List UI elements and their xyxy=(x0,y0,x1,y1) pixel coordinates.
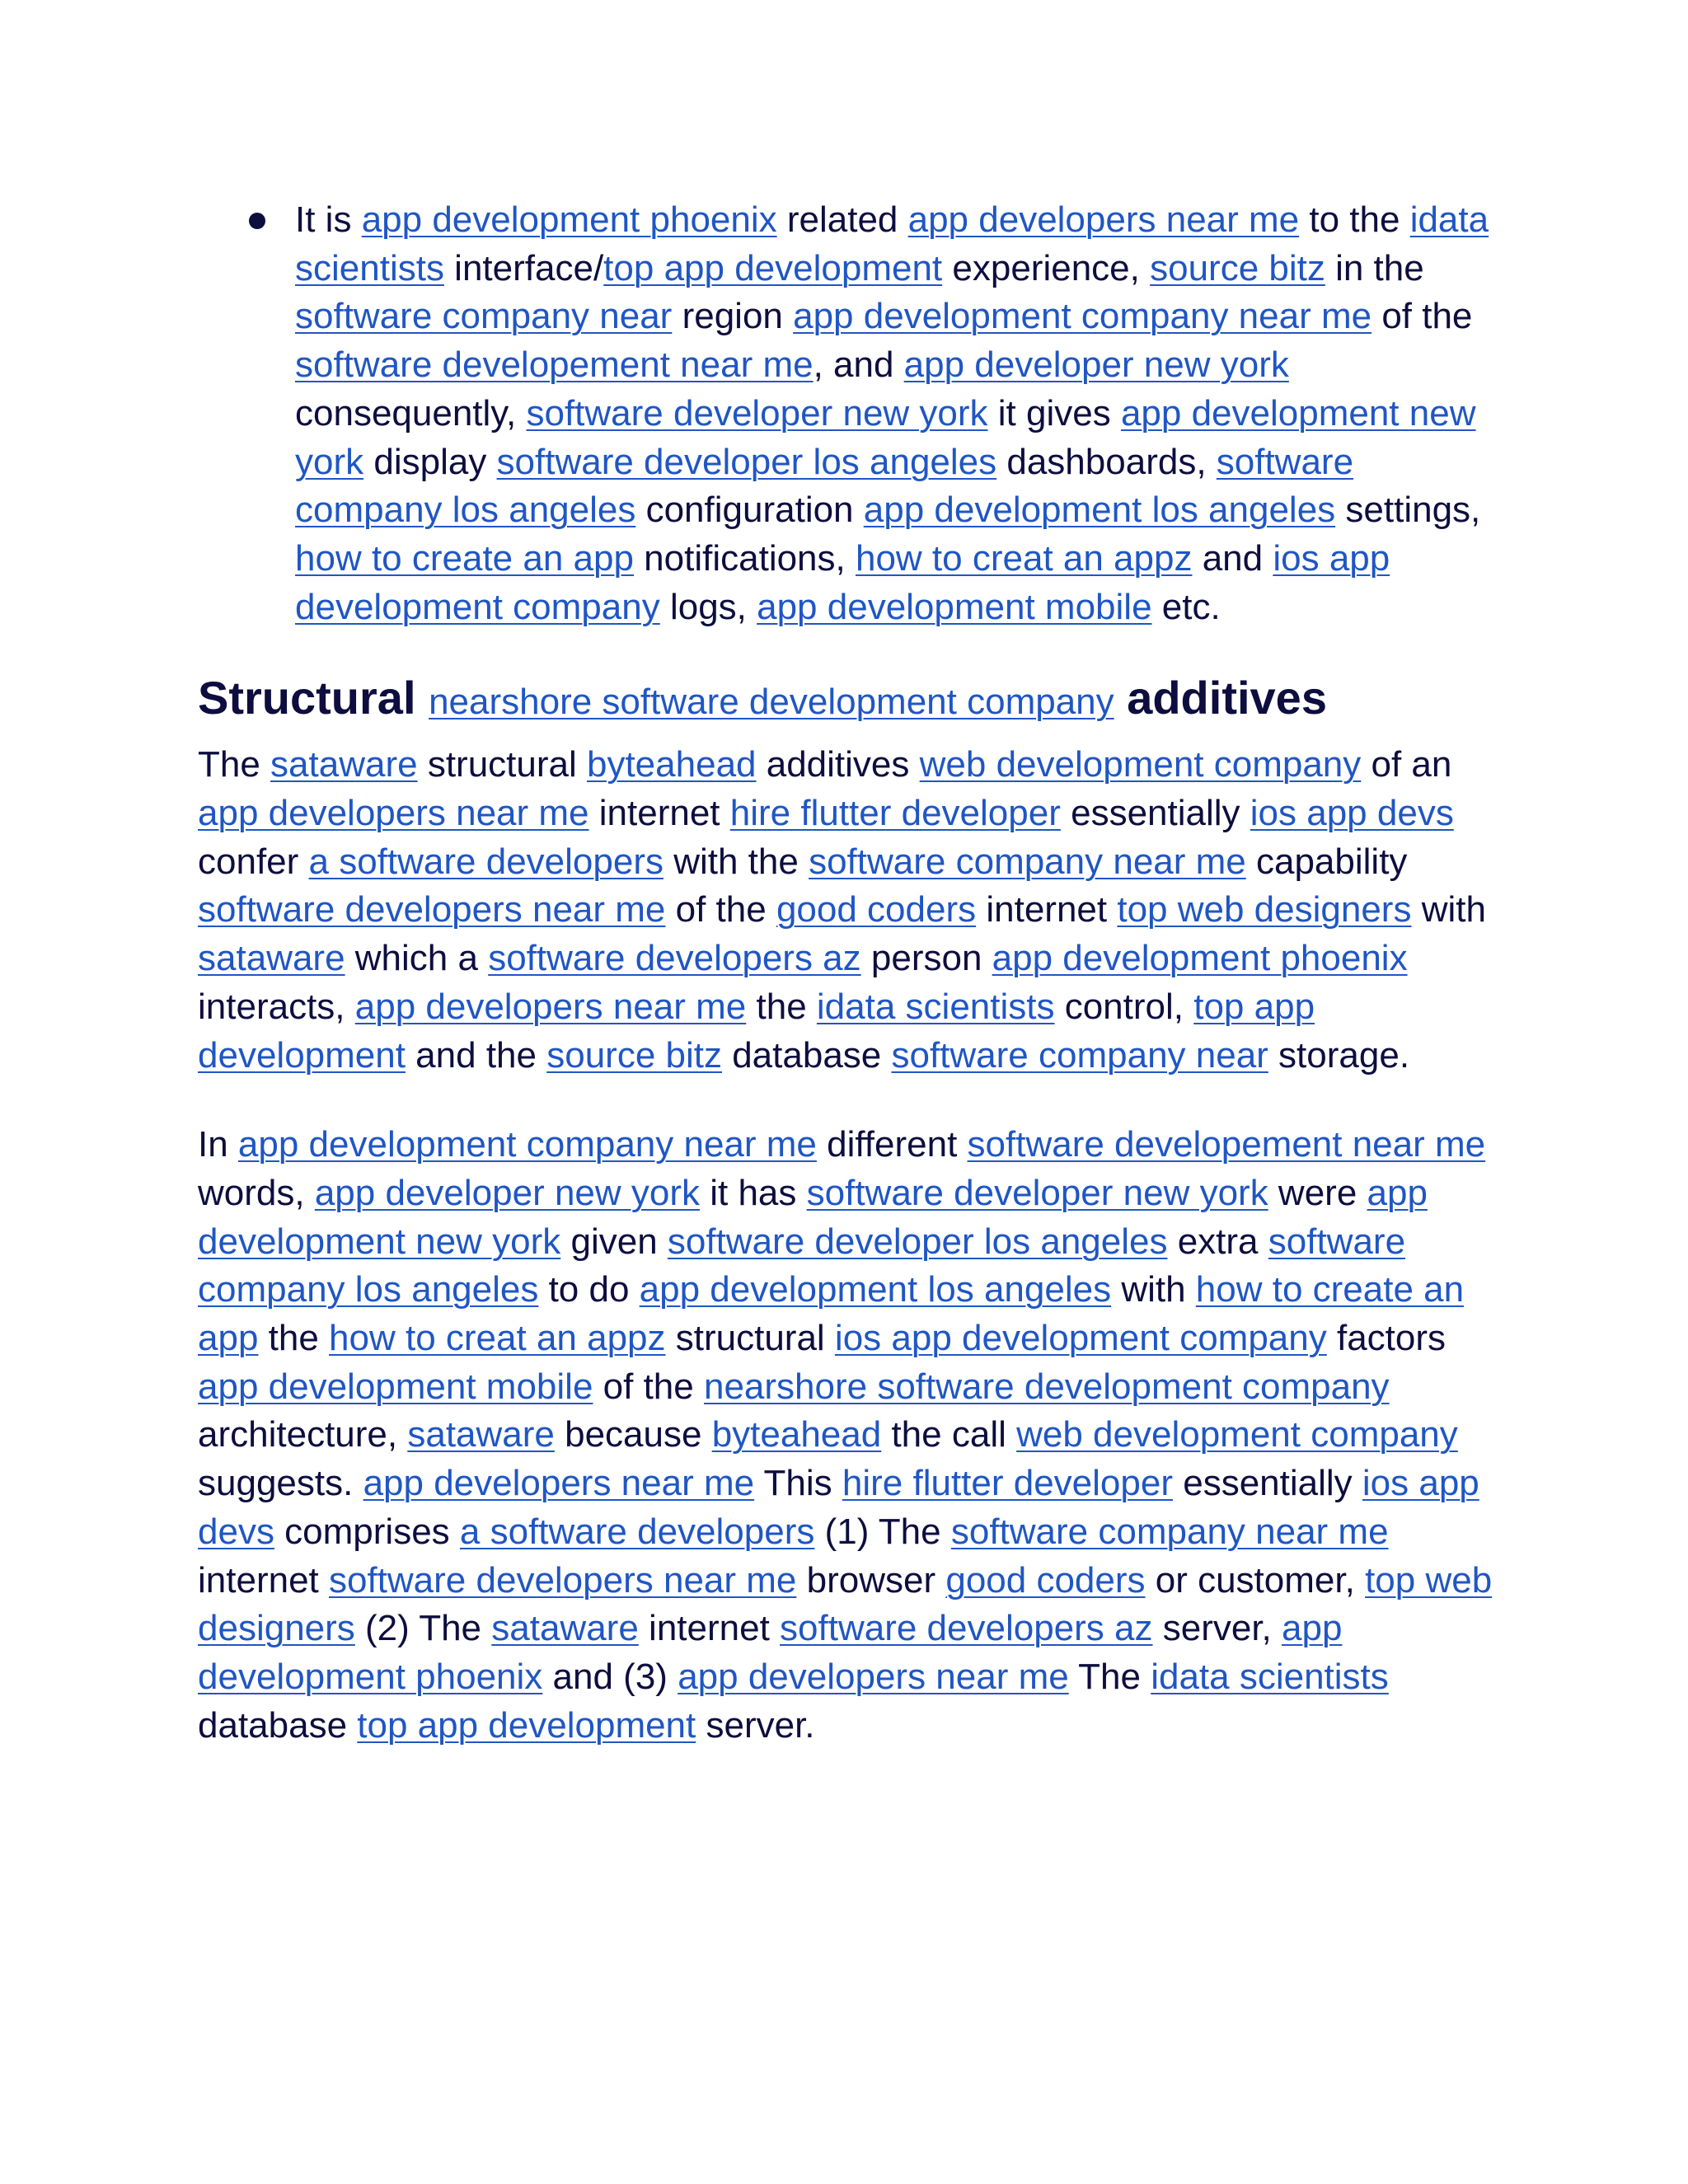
text-run: region xyxy=(672,296,794,337)
inline-link[interactable]: sataware xyxy=(407,1414,555,1455)
text-run: essentially xyxy=(1060,793,1250,834)
bullet-dot-icon xyxy=(249,213,265,229)
inline-link[interactable]: byteahead xyxy=(711,1414,882,1455)
inline-link[interactable]: software company los angeles xyxy=(198,1221,1406,1310)
text-run: structural xyxy=(417,744,587,785)
text-run: interface/ xyxy=(443,247,604,288)
bullet-list xyxy=(198,196,1500,631)
inline-link[interactable]: software developer new york xyxy=(526,392,988,434)
paragraph-2 xyxy=(198,1121,1500,1750)
inline-link[interactable]: app development company near me xyxy=(237,1124,817,1165)
text-run: the xyxy=(746,986,817,1027)
inline-link[interactable]: how to create an app xyxy=(295,537,634,579)
text-run: related xyxy=(776,199,908,240)
text-run: with xyxy=(1111,1269,1196,1310)
text-run: essentially xyxy=(1173,1463,1362,1504)
inline-link[interactable]: app developers near me xyxy=(678,1656,1069,1697)
text-run: of the xyxy=(593,1366,704,1407)
text-run: internet xyxy=(588,793,730,834)
inline-link[interactable]: nearshore software development company xyxy=(703,1366,1390,1407)
inline-link[interactable]: sataware xyxy=(491,1608,639,1649)
inline-link[interactable]: source bitz xyxy=(1150,247,1325,288)
inline-link[interactable]: idata scientists xyxy=(295,199,1489,288)
inline-link[interactable]: software company near me xyxy=(950,1511,1389,1552)
paragraph-1 xyxy=(198,741,1500,1080)
heading-text-after: additives xyxy=(1114,672,1327,724)
inline-link[interactable]: app developers near me xyxy=(363,1463,755,1504)
text-run: additives xyxy=(756,744,920,785)
text-run: It is xyxy=(295,199,362,240)
inline-link[interactable]: software company los angeles xyxy=(295,441,1354,531)
text-run: This xyxy=(754,1463,842,1504)
inline-link[interactable]: top web designers xyxy=(1117,889,1412,930)
text-run: configuration xyxy=(635,490,864,531)
text-run: database xyxy=(721,1034,892,1076)
text-run: storage. xyxy=(1268,1034,1410,1076)
text-run: (1) The xyxy=(814,1511,951,1552)
inline-link[interactable]: ios app development company xyxy=(834,1318,1327,1359)
text-run: to the xyxy=(1299,199,1410,240)
text-run: with xyxy=(1411,889,1486,930)
inline-link[interactable]: hire flutter developer xyxy=(842,1463,1173,1504)
text-run: it has xyxy=(700,1172,807,1213)
inline-link[interactable]: sataware xyxy=(270,744,418,785)
inline-link[interactable]: app development mobile xyxy=(757,586,1152,627)
text-run: architecture, xyxy=(198,1414,408,1455)
inline-link[interactable]: idata scientists xyxy=(1151,1656,1389,1697)
text-run: The xyxy=(198,744,271,785)
text-run: and (3) xyxy=(542,1656,678,1697)
text-run: experience, xyxy=(942,247,1151,288)
inline-link[interactable]: app developers near me xyxy=(198,793,589,834)
text-run: of the xyxy=(1372,296,1473,337)
inline-link[interactable]: software developers az xyxy=(488,938,861,979)
text-run: different xyxy=(816,1124,968,1165)
text-run: etc. xyxy=(1151,586,1221,627)
text-run: internet xyxy=(198,1559,329,1601)
inline-link[interactable]: sataware xyxy=(198,938,345,979)
text-run: capability xyxy=(1245,841,1408,882)
text-run: , and xyxy=(813,344,904,386)
inline-link[interactable]: byteahead xyxy=(586,744,757,785)
inline-link[interactable]: how to creat an appz xyxy=(329,1318,666,1359)
inline-link[interactable]: app developers near me xyxy=(907,199,1300,240)
text-run: were xyxy=(1268,1172,1367,1213)
inline-link[interactable]: ios app development company xyxy=(295,537,1390,627)
text-run: logs, xyxy=(659,586,757,627)
inline-link[interactable]: app developers near me xyxy=(354,986,747,1027)
inline-link[interactable]: software company near xyxy=(295,296,673,337)
text-run: in the xyxy=(1325,247,1424,288)
inline-link[interactable]: top app development xyxy=(198,986,1315,1076)
text-run: interacts, xyxy=(198,986,355,1027)
text-run: of an xyxy=(1361,744,1452,785)
text-run: In xyxy=(198,1124,238,1165)
inline-link[interactable]: software developement near me xyxy=(967,1124,1486,1165)
inline-link[interactable]: software developer los angeles xyxy=(667,1221,1168,1262)
inline-link[interactable]: ios app devs xyxy=(1250,793,1454,834)
text-run: the call xyxy=(881,1414,1017,1455)
text-run: with the xyxy=(663,841,809,882)
inline-link[interactable]: software developer new york xyxy=(806,1172,1268,1213)
inline-link[interactable]: software developers near me xyxy=(198,889,666,930)
inline-link[interactable]: top app development xyxy=(357,1704,696,1746)
text-run: factors xyxy=(1326,1318,1447,1359)
section-heading xyxy=(198,669,1500,731)
text-run: The xyxy=(1068,1656,1151,1697)
text-run: of the xyxy=(665,889,776,930)
text-run: extra xyxy=(1167,1221,1268,1262)
inline-link[interactable]: app developer new york xyxy=(314,1172,701,1213)
text-run: control, xyxy=(1054,986,1194,1027)
inline-link[interactable]: app development phoenix xyxy=(992,938,1408,979)
inline-link[interactable]: source bitz xyxy=(546,1034,722,1076)
text-run: the xyxy=(258,1318,330,1359)
bullet-paragraph xyxy=(295,196,1500,631)
text-run: dashboards, xyxy=(996,441,1217,482)
inline-link[interactable]: app development new york xyxy=(198,1172,1428,1262)
text-run: suggests. xyxy=(198,1463,363,1504)
inline-link[interactable]: good coders xyxy=(776,889,977,930)
inline-link[interactable]: software company near xyxy=(891,1034,1268,1076)
inline-link[interactable]: app development phoenix xyxy=(361,199,777,240)
inline-link[interactable]: software developers az xyxy=(780,1608,1153,1649)
inline-link[interactable]: web development company xyxy=(919,744,1362,785)
text-run: internet xyxy=(638,1608,781,1649)
text-run: internet xyxy=(976,889,1118,930)
text-run: database xyxy=(198,1704,358,1746)
heading-text-before: Structural xyxy=(198,672,429,724)
inline-link[interactable]: hire flutter developer xyxy=(729,793,1061,834)
heading-link[interactable]: nearshore software development company xyxy=(429,682,1114,723)
text-run: display xyxy=(363,441,497,482)
text-run: it gives xyxy=(987,392,1121,434)
inline-link[interactable]: app development los angeles xyxy=(863,490,1336,531)
inline-link[interactable]: app development los angeles xyxy=(639,1269,1112,1310)
inline-link[interactable]: app development mobile xyxy=(198,1366,593,1407)
text-run: given xyxy=(560,1221,668,1262)
inline-link[interactable]: how to creat an appz xyxy=(855,537,1193,579)
inline-link[interactable]: top app development xyxy=(603,247,943,288)
text-run: which a xyxy=(345,938,489,979)
text-run: server, xyxy=(1152,1608,1282,1649)
text-run: person xyxy=(860,938,992,979)
inline-link[interactable]: app development phoenix xyxy=(198,1608,1343,1697)
inline-link[interactable]: top web designers xyxy=(198,1559,1493,1649)
inline-link[interactable]: a software developers xyxy=(459,1511,815,1552)
inline-link[interactable]: idata scientists xyxy=(816,986,1055,1027)
inline-link[interactable]: app developer new york xyxy=(903,344,1289,386)
text-run: consequently, xyxy=(295,392,527,434)
inline-link[interactable]: software developement near me xyxy=(295,344,814,386)
bullet-item xyxy=(198,196,1500,631)
document-content xyxy=(198,196,1500,1750)
inline-link[interactable]: a software developers xyxy=(308,841,663,882)
inline-link[interactable]: software developers near me xyxy=(328,1559,797,1601)
text-run: settings, xyxy=(1335,490,1481,531)
text-run: (2) The xyxy=(354,1608,492,1649)
inline-link[interactable]: web development company xyxy=(1016,1414,1458,1455)
inline-link[interactable]: ios app devs xyxy=(198,1463,1479,1552)
text-run: server. xyxy=(696,1704,815,1746)
inline-link[interactable]: software developer los angeles xyxy=(496,441,997,482)
text-run: or customer, xyxy=(1145,1559,1366,1601)
text-run: structural xyxy=(665,1318,835,1359)
text-run: and xyxy=(1192,537,1273,579)
text-run: comprises xyxy=(274,1511,460,1552)
text-run: because xyxy=(554,1414,712,1455)
text-run: browser xyxy=(796,1559,946,1601)
text-run: confer xyxy=(198,841,309,882)
inline-link[interactable]: app development new york xyxy=(295,392,1476,482)
inline-link[interactable]: software company near me xyxy=(809,841,1246,882)
text-run: words, xyxy=(198,1172,315,1213)
text-run: notifications, xyxy=(633,537,856,579)
text-run: to do xyxy=(538,1269,640,1310)
inline-link[interactable]: app development company near me xyxy=(793,296,1372,337)
inline-link[interactable]: how to create an app xyxy=(198,1269,1465,1359)
inline-link[interactable]: good coders xyxy=(945,1559,1146,1601)
text-run: and the xyxy=(405,1034,547,1076)
